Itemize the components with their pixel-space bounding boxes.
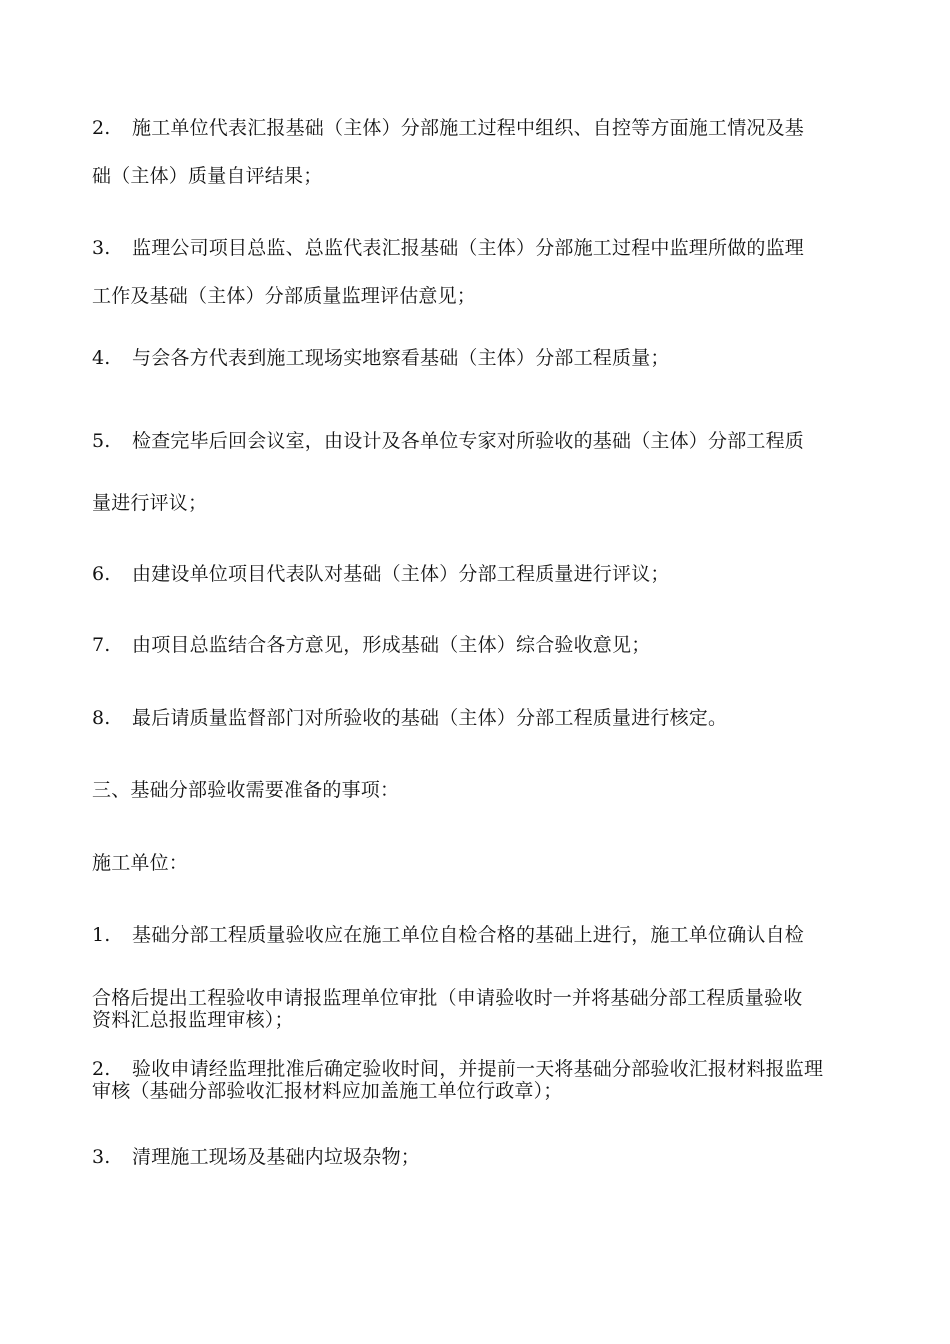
item-text: 由项目总监结合各方意见，形成基础（主体）综合验收意见； [132, 634, 651, 656]
item-8-line-1 [92, 707, 727, 729]
item-4-line-1 [92, 347, 670, 369]
item-number: 6. [92, 563, 111, 585]
item-number: 8. [92, 707, 111, 729]
item-text: 监理公司项目总监、总监代表汇报基础（主体）分部施工过程中监理所做的监理 [132, 237, 805, 259]
item-3-line-1 [92, 237, 804, 259]
item2-1-line-1 [92, 924, 804, 946]
item2-3-line-1 [92, 1146, 420, 1168]
item-text: 施工单位代表汇报基础（主体）分部施工过程中组织、自控等方面施工情况及基 [132, 117, 805, 139]
item-5-line-1 [92, 430, 804, 452]
item-7-line-1 [92, 634, 650, 656]
item-6-line-1 [92, 563, 670, 585]
item2-1-line-3: 资料汇总报监理审核）； [92, 1009, 294, 1031]
item-number: 4. [92, 347, 111, 369]
item2-2-line-1 [92, 1058, 823, 1080]
item-number: 3. [92, 237, 111, 259]
item-text: 与会各方代表到施工现场实地察看基础（主体）分部工程质量； [132, 347, 670, 369]
section-heading: 三、基础分部验收需要准备的事项： [92, 779, 400, 801]
item-2-line-2: 础（主体）质量自评结果； [92, 165, 323, 187]
item-number: 3. [92, 1146, 111, 1168]
item-5-line-2: 量进行评议； [92, 492, 208, 514]
item2-1-line-2: 合格后提出工程验收申请报监理单位审批（申请验收时一并将基础分部工程质量验收 [92, 987, 803, 1009]
subheading: 施工单位： [92, 852, 189, 874]
item-text: 最后请质量监督部门对所验收的基础（主体）分部工程质量进行核定。 [132, 707, 728, 729]
item2-2-line-2: 审核（基础分部验收汇报材料应加盖施工单位行政章）； [92, 1080, 563, 1102]
item-text: 基础分部工程质量验收应在施工单位自检合格的基础上进行，施工单位确认自检 [132, 924, 805, 946]
item-number: 1. [92, 924, 111, 946]
item-number: 5. [92, 430, 111, 452]
item-number: 2. [92, 1058, 111, 1080]
item-number: 2. [92, 117, 111, 139]
item-text: 检查完毕后回会议室，由设计及各单位专家对所验收的基础（主体）分部工程质 [132, 430, 805, 452]
item-number: 7. [92, 634, 111, 656]
item-2-line-1 [92, 117, 804, 139]
item-text: 由建设单位项目代表队对基础（主体）分部工程质量进行评议； [132, 563, 670, 585]
item-text: 清理施工现场及基础内垃圾杂物； [132, 1146, 421, 1168]
item-3-line-2: 工作及基础（主体）分部质量监理评估意见； [92, 285, 477, 307]
item-text: 验收申请经监理批准后确定验收时间，并提前一天将基础分部验收汇报材料报监理 [132, 1058, 824, 1080]
